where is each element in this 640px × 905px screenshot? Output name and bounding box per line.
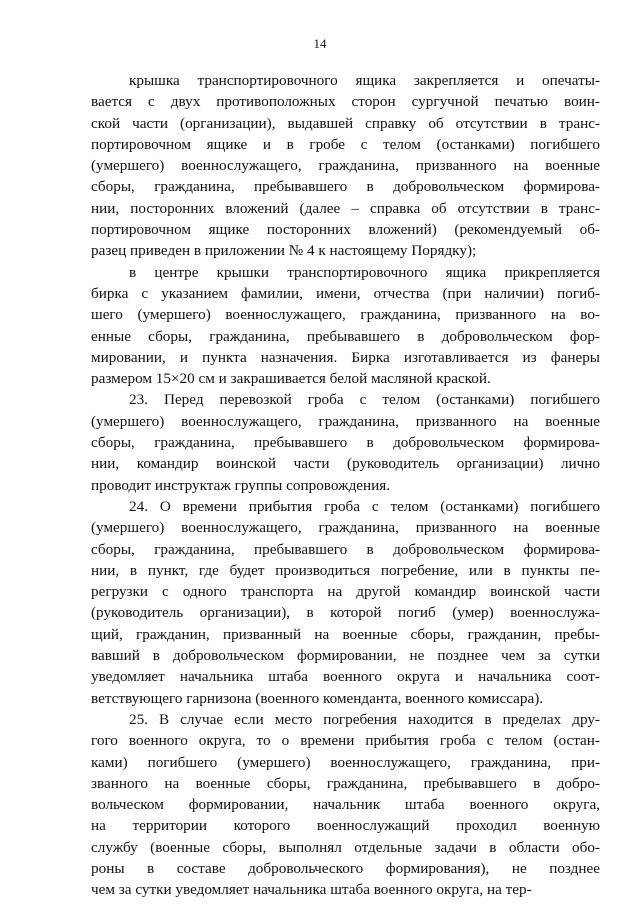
text-line: нии, командир воинской части (руководитель организации) лично [91, 455, 600, 473]
text-line: крышка транспортировочного ящика закрепляется и опечаты- [129, 72, 600, 89]
text-line: проводит инструктаж группы сопровождения. [91, 476, 391, 494]
text-line: (руководитель организации), в которой погиб (умер) военнослужа- [91, 604, 600, 622]
text-line: службу (военные сборы, выполнял отдельные задачи в области обо- [91, 838, 600, 856]
text-line: 23. Перед перевозкой гроба с телом (останками) погибшего [129, 391, 600, 409]
text-line: енные сборы, гражданина, пребывавшего в добровольческом фор- [91, 327, 600, 345]
text-line: уведомляет начальника штаба военного округа и начальника соот- [91, 668, 600, 686]
paragraph [91, 709, 600, 901]
text-line: 25. В случае если место погребения находится в пределах дру- [129, 710, 600, 728]
text-line: сборы, гражданина, пребывавшего в добровольческом формирова- [91, 540, 600, 558]
document-body [91, 70, 600, 901]
text-line: регрузки с одного транспорта на другой командир воинской части [91, 583, 600, 601]
text-line: гого военного округа, то о времени прибытия гроба с телом (остан- [91, 732, 600, 750]
text-line: (умершего) военнослужащего, гражданина, призванного на военные [91, 157, 600, 175]
text-line: размером 15×20 см и закрашивается белой масляной краской. [91, 370, 491, 388]
text-line: бирка с указанием фамилии, имени, отчества (при наличии) погиб- [91, 284, 600, 302]
page-number: 14 [313, 36, 327, 51]
text-line: портировочном ящике посторонних вложений) (рекомендуемый об- [91, 221, 600, 239]
text-line: (умершего) военнослужащего, гражданина, призванного на военные [91, 412, 600, 430]
paragraph [91, 389, 600, 495]
text-line: роны в составе добровольческого формирования), не позднее [91, 859, 600, 877]
text-line: (умершего) военнослужащего, гражданина, призванного на военные [91, 519, 600, 537]
text-line: званного на военные сборы, гражданина, пребывавшего в добро- [91, 774, 600, 792]
text-line: 24. О времени прибытия гроба с телом (останками) погибшего [129, 497, 600, 515]
paragraph [91, 262, 600, 390]
text-line: вавший в добровольческом формировании, не позднее чем за сутки [91, 647, 600, 665]
text-line: вольческом формировании, начальник штаба военного округа, [91, 796, 600, 814]
text-line: вается с двух противоположных сторон сургучной печатью воин- [91, 93, 600, 111]
paragraph [91, 70, 600, 262]
text-line: портировочном ящике и в гробе с телом (останками) погибшего [91, 135, 600, 153]
text-line: чем за сутки уведомляет начальника штаба военного округа, на тер- [91, 881, 532, 899]
text-line: нии, в пункт, где будет производиться погребение, или в пункты пе- [91, 561, 600, 579]
text-line: сборы, гражданина, пребывавшего в добровольческом формирова- [91, 178, 600, 196]
text-line: ветствующего гарнизона (военного коменданта, военного комиссара). [91, 689, 544, 707]
text-line: ской части (организации), выдавшей справку об отсутствии в транс- [91, 114, 600, 132]
text-line: в центре крышки транспортировочного ящика прикрепляется [129, 263, 600, 281]
text-line: на территории которого военнослужащий проходил военную [91, 817, 600, 835]
text-line: ками) погибшего (умершего) военнослужащего, гражданина, при- [91, 753, 600, 771]
text-line: разец приведен в приложении № 4 к настоящему Порядку); [91, 242, 477, 260]
text-line: нии, посторонних вложений (далее – справка об отсутствии в транс- [91, 199, 600, 217]
paragraph [91, 496, 600, 709]
text-line: щий, гражданин, призванный на военные сборы, гражданин, пребы- [91, 625, 600, 643]
text-line: мировании, и пункта назначения. Бирка изготавливается из фанеры [91, 348, 600, 366]
text-line: шего (умершего) военнослужащего, гражданина, призванного на во- [91, 306, 600, 324]
text-line: сборы, гражданина, пребывавшего в добровольческом формирова- [91, 434, 600, 452]
